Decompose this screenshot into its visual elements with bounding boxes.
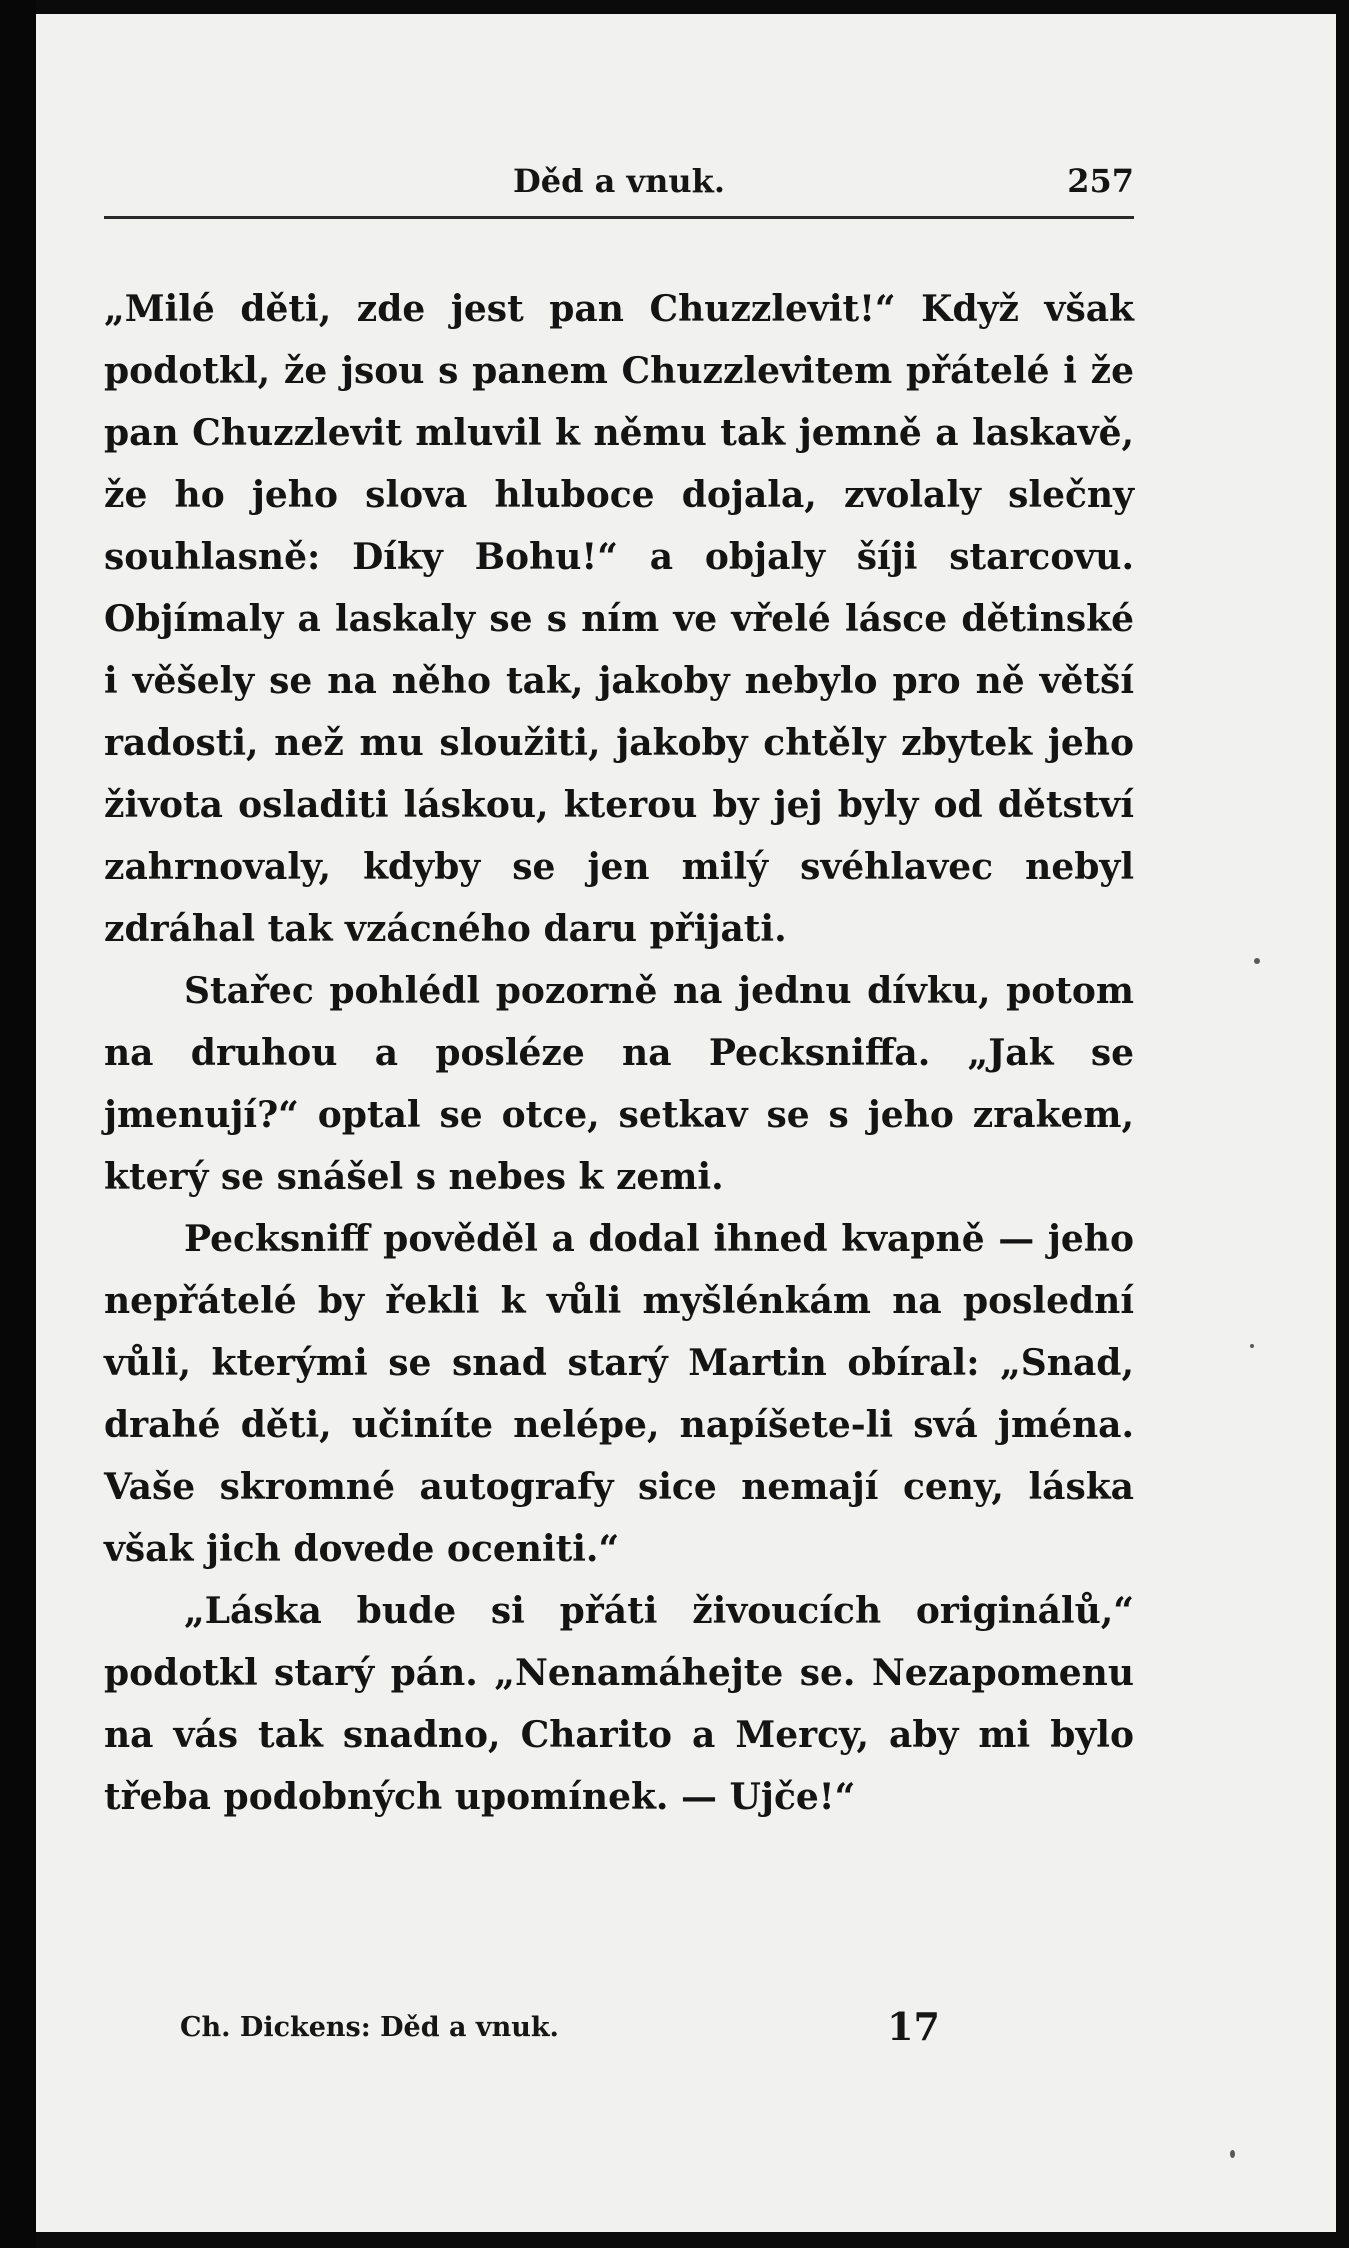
paragraph: Stařec pohlédl pozorně na jednu dívku, potom na druhou a posléze na Pecksniffa. „Jak se jmenují?“ optal se otce, setkav se s jeho zrakem, který se snášel s nebes k zemi. — [104, 970, 1134, 1198]
paragraph: Pecksniff pověděl a dodal ihned kvapně — jeho nepřátelé by řekli k vůli myšlénkám na poslední vůli, kterými se snad starý Martin obíral: „Snad, drahé děti, učiníte nelépe, napíšete-li svá jména. Vaše skromné autografy sice nemají ceny, láska však jich dovede oceniti.“ — [104, 1218, 1134, 1570]
signature-mark: 17 — [887, 2004, 940, 2049]
paper-speck — [1230, 2150, 1235, 2158]
paper-speck — [1250, 1344, 1254, 1348]
footer-book-title: Ch. Dickens: Děd a vnuk. — [180, 2012, 559, 2043]
page-header — [104, 150, 1134, 214]
paper-speck — [1254, 958, 1260, 964]
paragraph: „Láska bude si přáti živoucích originálů,“ podotkl starý pán. „Nenamáhejte se. Nezapomenu na vás tak snadno, Charito a Mercy, aby mi bylo třeba podobných upomínek. — Ujče!“ — [104, 1590, 1134, 1818]
page-number: 257 — [1067, 162, 1134, 200]
header-rule — [104, 216, 1134, 219]
running-title: Děd a vnuk. — [513, 162, 725, 200]
page-footer — [180, 2004, 940, 2064]
scan-left-edge — [0, 0, 36, 2248]
paragraph: „Milé děti, zde jest pan Chuzzlevit!“ Když však podotkl, že jsou s panem Chuzzlevitem přátelé i že pan Chuzzlevit mluvil k němu tak jemně a laskavě, že ho jeho slova hluboce dojala, zvolaly slečny souhlasně: Díky Bohu!“ a objaly šíji starcovu. Objímaly a laskaly se s ním ve vřelé lásce dětinské i věšely se na něho tak, jakoby nebylo pro ně větší radosti, než mu sloužiti, jakoby chtěly zbytek jeho života osladiti láskou, kterou by jej byly od dětství zahrnovaly, kdyby se jen milý svéhlavec nebyl zdráhal tak vzácného daru přijati. — [104, 288, 1134, 950]
body-text — [104, 278, 1134, 1828]
